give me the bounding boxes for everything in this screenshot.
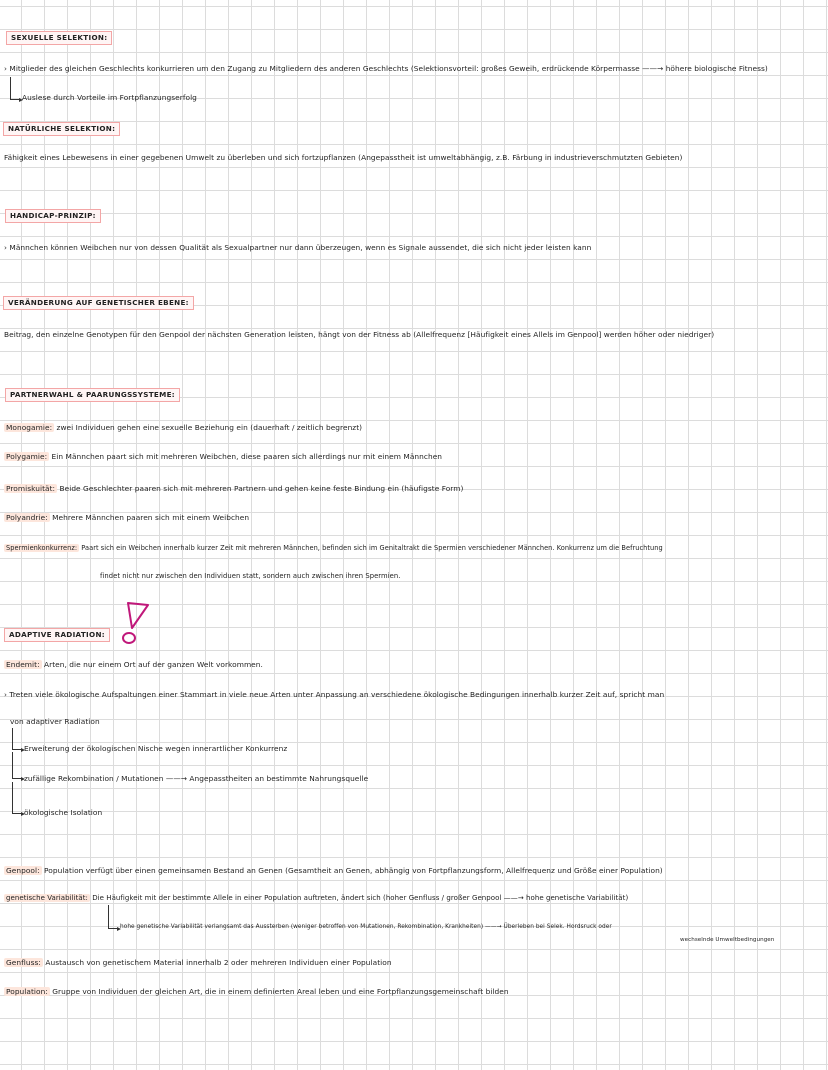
endemit-text: Arten, die nur einem Ort auf der ganzen Welt vorkommen.	[41, 660, 263, 669]
heading-handicap-prinzip: HANDICAP-PRINZIP:	[5, 209, 101, 223]
variabilitaet-term: genetische Variabilität:	[6, 894, 88, 902]
polyandrie-text: Mehrere Männchen paaren sich mit einem Weibchen	[49, 513, 250, 522]
adaptive-text-line2: von adaptiver Radiation	[10, 717, 100, 726]
sexuelle-text-line1: › Mitglieder des gleichen Geschlechts konkurrieren um den Zugang zu Mitgliedern des anderen Geschlechts (Selektionsvorteil: großes Geweih, erdrückende Körpermasse ——→ höhere biologische Fitness)	[4, 64, 768, 73]
arrow-icon	[12, 728, 21, 750]
heading-partnerwahl: PARTNERWAHL & PAARUNGSSYSTEME:	[5, 388, 180, 402]
monogamie-line	[4, 423, 362, 432]
heading-adaptive-radiation: ADAPTIVE RADIATION:	[4, 628, 110, 642]
heading-sexuelle-selektion: SEXUELLE SELEKTION:	[6, 31, 112, 45]
adaptive-sub1: Erweiterung der ökologischen Nische wegen innerartlicher Konkurrenz	[24, 744, 288, 753]
arrow-icon	[10, 77, 19, 100]
polygamie-term: Polygamie:	[6, 452, 48, 461]
heading-natuerliche-selektion: NATÜRLICHE SELEKTION:	[3, 122, 120, 136]
genpool-line	[4, 866, 663, 875]
arrow-icon	[12, 782, 21, 814]
arrow-icon	[12, 752, 21, 779]
polygamie-line	[4, 452, 442, 461]
variabilitaet-text: Die Häufigkeit mit der bestimmte Allele in einer Population auftreten, ändert sich (hoher Genfluss / großer Genpool ——→ hohe genetische Variabilität)	[89, 894, 629, 902]
endemit-line	[4, 660, 263, 669]
spermien-text: Paart sich ein Weibchen innerhalb kurzer Zeit mit mehreren Männchen, befinden sich im Genitaltrakt die Spermien verschiedener Männchen. Konkurrenz um die Befruchtung	[79, 544, 663, 552]
spermien-term: Spermienkonkurrenz:	[6, 544, 78, 552]
promiskuitaet-term: Promiskuität:	[6, 484, 56, 493]
endemit-term: Endemit:	[6, 660, 40, 669]
variabilitaet-sub2: wechselnde Umweltbedingungen	[680, 937, 775, 943]
genfluss-term: Genfluss:	[6, 958, 41, 967]
exclamation-icon	[118, 600, 152, 648]
spermien-line	[4, 544, 663, 553]
genetisch-text-line1: Beitrag, den einzelne Genotypen für den Genpool der nächsten Generation leisten, hängt von der Fitness ab (Allelfrequenz [Häufigkeit eines Allels im Genpool] werden höher oder niedriger)	[4, 330, 715, 339]
population-text: Gruppe von Individuen der gleichen Art, die in einem definierten Areal leben und eine Fortpflanzungsgemeinschaft bilden	[49, 987, 509, 996]
adaptive-text-line1: › Treten viele ökologische Aufspaltungen einer Stammart in viele neue Arten unter Anpassung an verschiedene ökologische Bedingungen innerhalb kurzer Zeit auf, spricht man	[4, 690, 665, 699]
population-term: Population:	[6, 987, 48, 996]
monogamie-text: zwei Individuen gehen eine sexuelle Beziehung ein (dauerhaft / zeitlich begrenzt)	[54, 423, 363, 432]
sexuelle-text-line2: Auslese durch Vorteile im Fortpflanzungserfolg	[22, 93, 197, 102]
handicap-text-line1: › Männchen können Weibchen nur von dessen Qualität als Sexualpartner nur dann überzeugen, wenn es Signale aussendet, die sich nicht jeder leisten kann	[4, 243, 592, 252]
population-line	[4, 987, 509, 996]
variabilitaet-sub: hohe genetische Variabilität verlangsamt das Aussterben (weniger betroffen von Mutationen, Rekombination, Krankheiten) ——→ Überleben bei Selek. Hordsruck oder	[120, 924, 612, 930]
natuerliche-text-line1: Fähigkeit eines Lebewesens in einer gegebenen Umwelt zu überleben und sich fortzupflanzen (Angepasstheit ist umweltabhängig, z.B. Färbung in industrieverschmutzten Gebieten)	[4, 153, 683, 162]
variabilitaet-line	[4, 894, 628, 903]
genpool-term: Genpool:	[6, 866, 40, 875]
heading-genetische-ebene: VERÄNDERUNG AUF GENETISCHER EBENE:	[3, 296, 194, 310]
adaptive-sub2: zufällige Rekombination / Mutationen ——→ Angepasstheiten an bestimmte Nahrungsquelle	[24, 774, 369, 783]
promiskuitaet-text: Beide Geschlechter paaren sich mit mehreren Partnern und gehen keine feste Bindung ein (häufigste Form)	[57, 484, 464, 493]
polygamie-text: Ein Männchen paart sich mit mehreren Weibchen, diese paaren sich allerdings nur mit einem Männchen	[49, 452, 443, 461]
genfluss-text: Austausch von genetischem Material innerhalb 2 oder mehreren Individuen einer Population	[42, 958, 392, 967]
spermien-text-line2: findet nicht nur zwischen den Individuen statt, sondern auch zwischen ihren Spermien.	[100, 572, 401, 580]
polyandrie-line	[4, 513, 249, 522]
genfluss-line	[4, 958, 392, 967]
arrow-icon	[108, 905, 117, 929]
genpool-text: Population verfügt über einen gemeinsamen Bestand an Genen (Gesamtheit an Genen, abhängig von Fortpflanzungsform, Allelfrequenz und Größe einer Population)	[41, 866, 663, 875]
promiskuitaet-line	[4, 484, 463, 493]
monogamie-term: Monogamie:	[6, 423, 53, 432]
polyandrie-term: Polyandrie:	[6, 513, 48, 522]
adaptive-sub3: ökologische Isolation	[24, 808, 103, 817]
